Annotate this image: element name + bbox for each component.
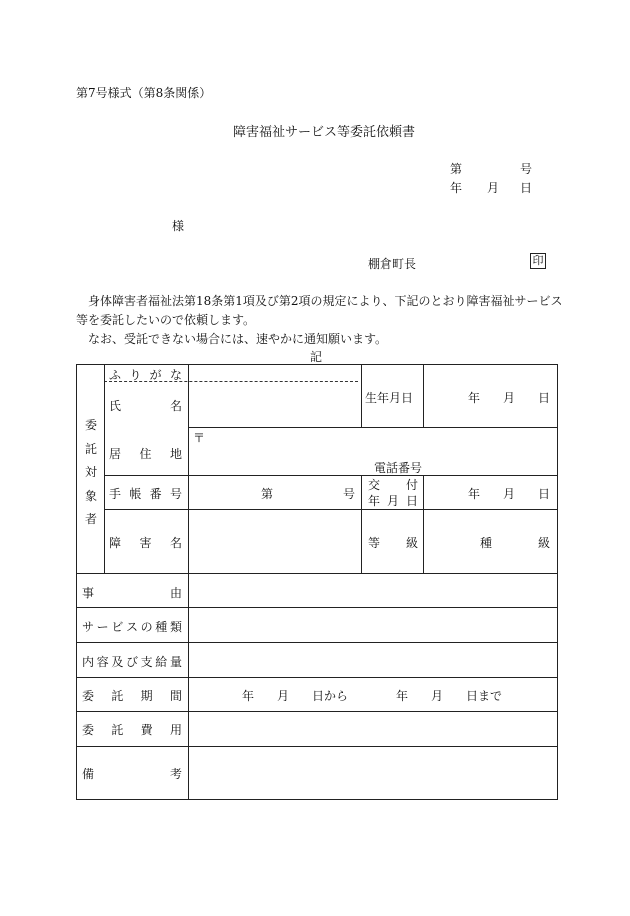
body-line-3: なお、受託できない場合には、速やかに通知願います。 [88, 332, 388, 346]
table-line [104, 364, 105, 573]
table-line [361, 475, 362, 573]
page-title: 障害福祉サービス等委託依頼書 [233, 125, 416, 140]
grade-label: 等 級 [368, 536, 418, 550]
table-line [423, 475, 424, 573]
doc-number-go: 号 [520, 162, 533, 176]
table-line [76, 642, 558, 643]
furigana-label: ふ り が な [109, 368, 182, 382]
table-line [188, 427, 558, 428]
period-to: 年 月 日まで [396, 689, 502, 703]
reason-label: 事 由 [82, 586, 182, 600]
table-line [76, 746, 558, 747]
seal-stamp: 印 [530, 253, 546, 269]
target-person-label: 委 託 対 象 者 [84, 418, 97, 526]
issue-date-label-top: 交 付 [368, 478, 418, 492]
handbook-number-value: 第 号 [261, 487, 355, 501]
birth-date-value: 年 月 日 [468, 391, 550, 405]
issue-date-value: 年 月 日 [468, 487, 550, 501]
addressee-suffix: 様 [172, 219, 185, 233]
date-month: 月 [487, 181, 500, 195]
issuer: 棚倉町長 [368, 257, 417, 271]
table-line [76, 573, 558, 574]
handbook-number-label: 手 帳 番 号 [109, 487, 182, 501]
table-line [76, 677, 558, 678]
body-line-2: 等を委託したいので依頼します。 [76, 313, 256, 327]
table-line [104, 509, 558, 510]
address-label: 居 住 地 [109, 447, 182, 461]
postal-mark: 〒 [193, 431, 206, 445]
period-from: 年 月 日から [242, 689, 348, 703]
kind-label: 種 級 [480, 536, 550, 550]
content-amount-label: 内 容 及 び 支 給 量 [82, 655, 182, 669]
service-type-label: サ ー ビ ス の 種 類 [82, 620, 182, 634]
phone-label: 電話番号 [374, 461, 423, 475]
period-label: 委 託 期 間 [82, 689, 182, 703]
cost-label: 委 託 費 用 [82, 723, 182, 737]
table-line [188, 364, 189, 800]
issue-date-label-bottom: 年 月 日 [368, 494, 418, 508]
disability-name-label: 障 害 名 [109, 536, 182, 550]
name-label: 氏 名 [109, 399, 182, 413]
table-line [104, 475, 558, 476]
ki-heading: 記 [310, 350, 323, 364]
birth-date-label: 生年月日 [365, 391, 414, 405]
form-number: 第7号様式（第8条関係） [76, 86, 212, 100]
table-line [76, 711, 558, 712]
table-border-left [76, 364, 77, 800]
date-day: 日 [520, 181, 533, 195]
table-line [361, 364, 362, 427]
request-table [76, 364, 558, 800]
body-line-1: 身体障害者福祉法第18条第1項及び第2項の規定により、下記のとおり障害福祉サービス [88, 294, 563, 308]
table-line [76, 607, 558, 608]
date-year: 年 [450, 181, 463, 195]
table-border-top [76, 364, 558, 365]
remarks-label: 備 考 [82, 767, 182, 781]
table-line [423, 364, 424, 427]
doc-number-dai: 第 [450, 162, 463, 176]
table-border-right [557, 364, 558, 800]
table-border-bottom [76, 799, 558, 800]
